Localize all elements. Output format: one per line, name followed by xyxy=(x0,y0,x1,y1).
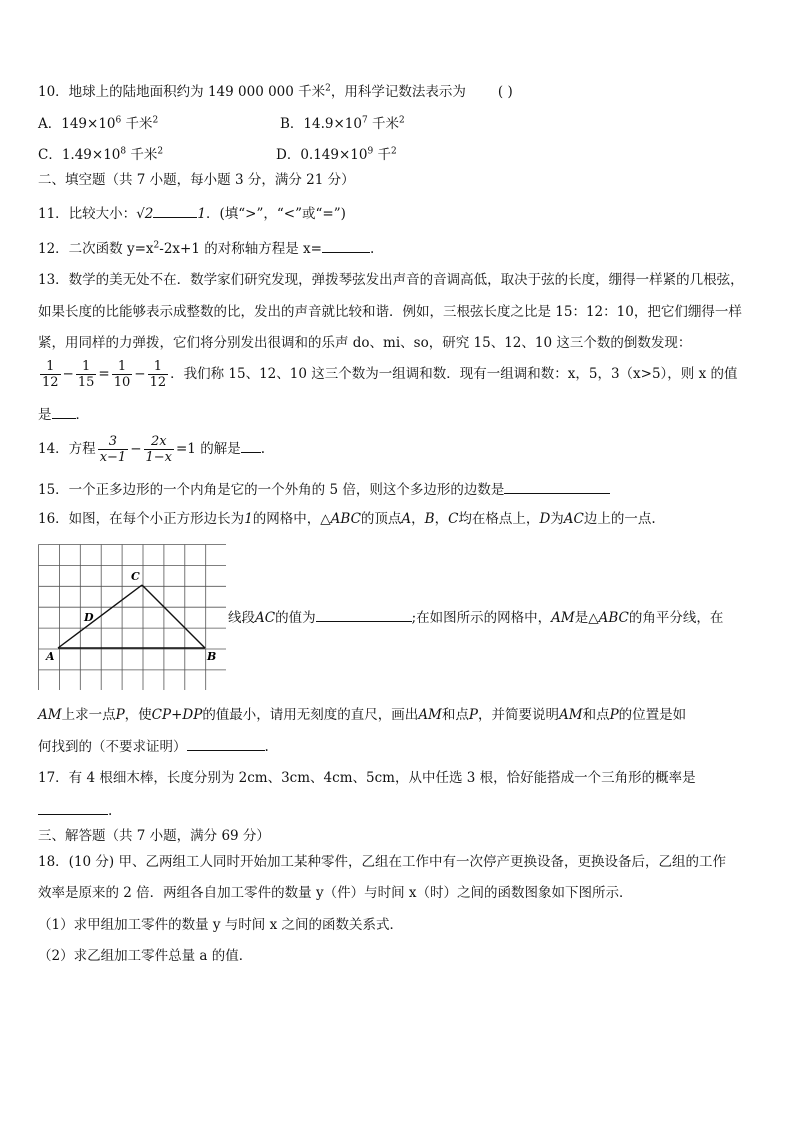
q10-option-d-unit-sup: 2 xyxy=(391,146,397,157)
q13-line-4 xyxy=(38,354,738,394)
label-b: B xyxy=(207,650,217,663)
q16-line-1: 16．如图，在每个小正方形边长为1的网格中，△ABC的顶点A，B，C均在格点上，D为AC边上的一点. xyxy=(38,511,656,527)
q12 xyxy=(38,238,374,259)
q16-vertex-c: C xyxy=(448,511,459,527)
q13-frac-2-den: 15 xyxy=(77,375,95,390)
q16-line-2-am: AM xyxy=(551,610,575,626)
q14-frac-2 xyxy=(144,434,175,465)
q14-tail: . xyxy=(260,441,265,457)
section-3-title: 三、解答题（共 7 小题，满分 69 分） xyxy=(38,828,270,844)
q14-frac-2-den: 1−x xyxy=(145,450,172,465)
q16-line-3-mid5: ，并简要说明 xyxy=(477,707,559,723)
q16-line-4 xyxy=(38,736,269,757)
q10-stem xyxy=(38,82,513,102)
section-2-title: 二、填空题（共 7 小题，每小题 3 分，满分 21 分） xyxy=(38,172,355,188)
label-a: A xyxy=(46,650,55,663)
q13-line-1: 13．数学的美无处不在．数学家们研究发现，弹拨琴弦发出声音的音调高低，取决于弦的长度，绷得一样紧的几根弦， xyxy=(38,272,744,288)
q16-line-2-ac: AC xyxy=(255,610,276,626)
q18-sub-2: （2）求乙组加工零件总量 a 的值． xyxy=(38,948,253,964)
q14-frac-1-num: 3 xyxy=(108,434,118,449)
grid-figure-svg xyxy=(38,544,226,690)
q17: 17．有 4 根细木棒，长度分别为 2cm、3cm、4cm、5cm，从中任选 3 根，恰好能搭成一个三角形的概率是 xyxy=(38,770,696,786)
q16-text: 16．如图，在每个小正方形边长为 xyxy=(38,511,245,527)
q16-text-5: 为 xyxy=(550,511,564,527)
q16-line-2-mid3: 是 xyxy=(574,610,589,626)
q16-line-2-mid2: ;在如图所示的网格中， xyxy=(411,610,552,626)
q13-frac-4-num: 1 xyxy=(153,359,162,374)
q14 xyxy=(38,428,265,470)
q16-text-2: 的网格中， xyxy=(252,511,321,527)
q13-frac-3-den: 10 xyxy=(113,375,131,390)
label-c: C xyxy=(131,570,140,583)
q10-option-c-unit-sup: 2 xyxy=(157,146,164,157)
q16-line-3-text: 上求一点 xyxy=(61,707,116,723)
q14-eq-text: =1 的解是 xyxy=(176,441,241,457)
q16-line-2-mid: 的值为 xyxy=(275,610,316,626)
q13-frac-3 xyxy=(112,359,133,390)
segment-cb xyxy=(142,585,205,648)
q10-option-a-exp: 6 xyxy=(115,115,122,126)
q16-line-3-p-2: P xyxy=(468,707,478,723)
q14-text: 14．方程 xyxy=(38,441,96,457)
q13-frac-1-den: 12 xyxy=(42,375,59,390)
q16-line-4-tail: . xyxy=(264,739,269,755)
q13-frac-1-num: 1 xyxy=(46,359,55,374)
q17-blank xyxy=(38,800,108,815)
q12-sup: 2 xyxy=(153,240,160,251)
q16-line-2 xyxy=(228,607,723,628)
q11-compare-value: 1 xyxy=(197,206,206,222)
q13-op-2: − xyxy=(134,366,146,382)
q10-stem-sup: 2 xyxy=(325,83,331,94)
q16-line-3-p-3: P xyxy=(609,707,619,723)
q10-option-d-exp: 9 xyxy=(367,146,374,157)
q13-op-1: − xyxy=(62,366,74,382)
q10-stem-text: 10．地球上的陆地面积约为 149 000 000 千米 xyxy=(38,84,326,100)
q11-sqrt: √2 xyxy=(136,206,154,222)
q11 xyxy=(38,203,346,224)
q16-line-3-am-3: AM xyxy=(558,707,583,723)
q16-line-3-tail: 的位置是如 xyxy=(618,707,687,723)
q17-tail: . xyxy=(108,803,113,819)
segment-ac xyxy=(58,585,142,648)
q16-text-3: 的顶点 xyxy=(360,511,402,527)
q10-option-b-text: B．14.9×10 xyxy=(280,116,362,132)
q16-line-3-am-2: AM xyxy=(418,707,442,723)
q16-line-2-tail: 的角平分线，在 xyxy=(628,610,724,626)
q13-frac-2 xyxy=(76,359,97,390)
q10-option-c-unit: 千米 xyxy=(126,147,158,163)
q16-side-length: 1 xyxy=(244,511,253,527)
q14-frac-2-num: 2x xyxy=(150,434,167,449)
q13-frac-2-num: 1 xyxy=(81,359,91,374)
q16-triangle: △ABC xyxy=(320,511,361,527)
q13-line-5-tail: ． xyxy=(75,407,89,423)
q13-frac-4-den: 12 xyxy=(149,375,167,390)
q11-text: 11．比较大小： xyxy=(38,206,137,222)
q16-segment-ac: AC xyxy=(563,511,584,527)
q10-option-b-unit-sup: 2 xyxy=(399,115,405,126)
q16-line-3 xyxy=(38,705,686,725)
q16-line-3-am: AM xyxy=(38,707,62,723)
q14-frac-1-den: x−1 xyxy=(99,450,127,465)
q16-blank-1 xyxy=(316,607,412,622)
q16-line-3-mid2: ，使 xyxy=(124,707,152,723)
q16-blank-2 xyxy=(187,736,265,751)
q13-line-4-tail: ．我们称 15、12、10 这三个数为一组调和数．现有一组调和数：x，5，3（x>5），则 x 的值 xyxy=(170,366,738,382)
q16-line-3-p: P xyxy=(115,707,125,723)
q14-blank xyxy=(241,438,261,453)
q11-tail: ．(填“>”，“<”或“=”) xyxy=(205,206,346,222)
q10-option-d-unit: 千 xyxy=(373,147,391,163)
q14-frac-1 xyxy=(98,434,129,465)
q15-text: 15．一个正多边形的一个内角是它的一个外角的 5 倍，则这个多边形的边数是 xyxy=(38,482,505,498)
q16-line-3-mid4: 和点 xyxy=(441,707,469,723)
q10-option-d xyxy=(276,145,397,165)
q13-line-2: 如果长度的比能够表示成整数的比，发出的声音就比较和谐．例如，三根弦长度之比是 15：12：10，把它们绷得一样 xyxy=(38,304,742,320)
q10-option-d-text: D．0.149×10 xyxy=(276,147,368,163)
q12-blank xyxy=(322,238,370,253)
q13-eq: = xyxy=(98,366,110,382)
q10-option-a-text: A．149×10 xyxy=(38,116,116,132)
grid-figure xyxy=(38,544,226,694)
q16-line-3-mid3: 的值最小，请用无刻度的直尺，画出 xyxy=(202,707,419,723)
q11-blank xyxy=(153,203,197,218)
q16-line-3-mid6: 和点 xyxy=(582,707,610,723)
q16-vertex-a: A xyxy=(401,511,412,527)
q16-point-d: D xyxy=(539,511,551,527)
q10-option-a xyxy=(38,114,158,134)
q10-option-b xyxy=(280,114,405,134)
q13-line-3: 紧，用同样的力弹拨，它们将分别发出很调和的乐声 do、mi、so，研究 15、12、10 这三个数的倒数发现： xyxy=(38,335,692,351)
q10-option-c-text: C．1.49×10 xyxy=(38,147,121,163)
q12-mid: -2x+1 的对称轴方程是 x= xyxy=(159,241,322,257)
q18-sub-1: （1）求甲组加工零件的数量 y 与时间 x 之间的函数关系式． xyxy=(38,917,403,933)
q16-line-4-text: 何找到的（不要求证明） xyxy=(38,739,187,755)
q16-line-3-expr: CP+DP xyxy=(151,707,203,723)
q16-line-2-triangle: △ABC xyxy=(588,610,629,626)
q10-option-b-unit: 千米 xyxy=(367,116,400,132)
q15 xyxy=(38,479,610,500)
q12-text: 12．二次函数 y=x xyxy=(38,241,154,257)
q16-text-6: 边上的一点. xyxy=(583,511,656,527)
q16-line-2-text: 线段 xyxy=(228,610,255,626)
label-d: D xyxy=(84,611,94,624)
q13-frac-4 xyxy=(148,359,169,390)
q13-frac-1 xyxy=(40,359,61,390)
q13-line-5-text: 是 xyxy=(38,407,52,423)
q13-frac-3-num: 1 xyxy=(117,359,127,374)
q10-option-b-exp: 7 xyxy=(361,115,368,126)
q10-answer-paren: ( ) xyxy=(497,84,513,100)
q15-blank xyxy=(504,479,610,494)
q10-stem-tail: ，用科学记数法表示为 xyxy=(330,84,466,100)
q13-line-5 xyxy=(38,404,89,425)
q10-option-a-unit: 千米 xyxy=(121,116,153,132)
q10-option-c xyxy=(38,145,163,165)
q13-blank xyxy=(52,404,76,419)
q14-op: − xyxy=(130,441,142,457)
q16-text-4: 均在格点上， xyxy=(458,511,540,527)
q12-tail: . xyxy=(369,241,375,257)
q16-vertex-b: B xyxy=(424,511,435,527)
q17-answer xyxy=(38,800,112,821)
q18-line-2: 效率是原来的 2 倍．两组各自加工零件的数量 y（件）与时间 x（时）之间的函数图象如下图所示． xyxy=(38,885,633,901)
q10-option-a-unit-sup: 2 xyxy=(152,115,159,126)
q18-line-1: 18．(10 分) 甲、乙两组工人同时开始加工某种零件，乙组在工作中有一次停产更换设备，更换设备后，乙组的工作 xyxy=(38,854,726,870)
q10-option-c-exp: 8 xyxy=(120,146,127,157)
